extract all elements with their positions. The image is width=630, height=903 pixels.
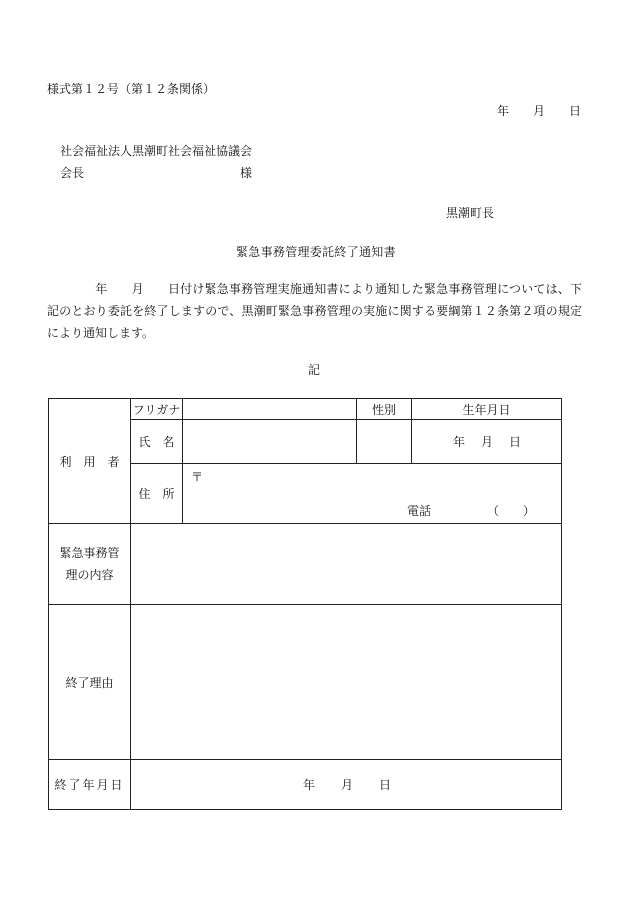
recipient-honorific: 様 [240, 166, 253, 180]
dob-day: 日 [508, 435, 521, 449]
phone-label: 電話 [407, 504, 432, 518]
furigana-field[interactable] [183, 399, 357, 420]
reason-label: 終了理由 [49, 605, 131, 760]
body-text: 日付け緊急事務管理実施通知書により通知した緊急事務管理については、下記のとおり委託を終了しますので、黒潮町緊急事務管理の実施に関する要綱第１２条第２項の規定により通知します。 [47, 282, 582, 340]
dob-label: 生年月日 [412, 399, 562, 420]
dob-year: 年 [452, 435, 465, 449]
name-field[interactable] [183, 420, 357, 464]
content-row [49, 524, 562, 605]
name-label: 氏 名 [131, 420, 183, 464]
body-year: 年 [95, 282, 108, 296]
end-date-day: 日 [379, 778, 392, 792]
recipient-title: 会長 [60, 166, 85, 180]
header-date-year: 年 [497, 104, 510, 118]
end-date-row [49, 760, 562, 810]
gender-field[interactable] [357, 420, 412, 464]
dob-field[interactable] [412, 420, 562, 464]
end-date-label: 終了年月日 [49, 760, 131, 810]
end-date-month: 月 [341, 778, 354, 792]
issuer: 黒潮町長 [446, 206, 495, 220]
address-label: 住 所 [131, 464, 183, 524]
user-label: 利 用 者 [49, 399, 131, 524]
reason-field[interactable] [131, 605, 562, 760]
content-label-line-2: 理の内容 [65, 568, 114, 582]
furigana-label: フリガナ [131, 399, 183, 420]
furigana-row [49, 399, 562, 420]
content-label-line-1: 緊急事務管 [59, 546, 120, 560]
reason-row [49, 605, 562, 760]
gender-label: 性別 [357, 399, 412, 420]
end-date-field[interactable] [131, 760, 562, 810]
ki-label: 記 [308, 363, 321, 377]
header-date-month: 月 [533, 104, 546, 118]
form-id: 様式第１２号（第１２条関係） [47, 82, 216, 96]
body-month: 月 [131, 282, 144, 296]
address-field[interactable] [183, 464, 562, 524]
dob-month: 月 [480, 435, 493, 449]
recipient-organization: 社会福祉法人黒潮町社会福祉協議会 [60, 144, 253, 158]
content-field[interactable] [131, 524, 562, 605]
document-title: 緊急事務管理委託終了通知書 [236, 245, 396, 259]
header-date [497, 102, 581, 119]
body-paragraph [47, 278, 582, 344]
content-label [49, 524, 131, 605]
postal-mark: 〒 [191, 470, 204, 484]
end-date-year: 年 [303, 778, 316, 792]
phone-paren: （ ） [487, 504, 536, 518]
header-date-day: 日 [569, 104, 582, 118]
notice-table [48, 398, 562, 810]
